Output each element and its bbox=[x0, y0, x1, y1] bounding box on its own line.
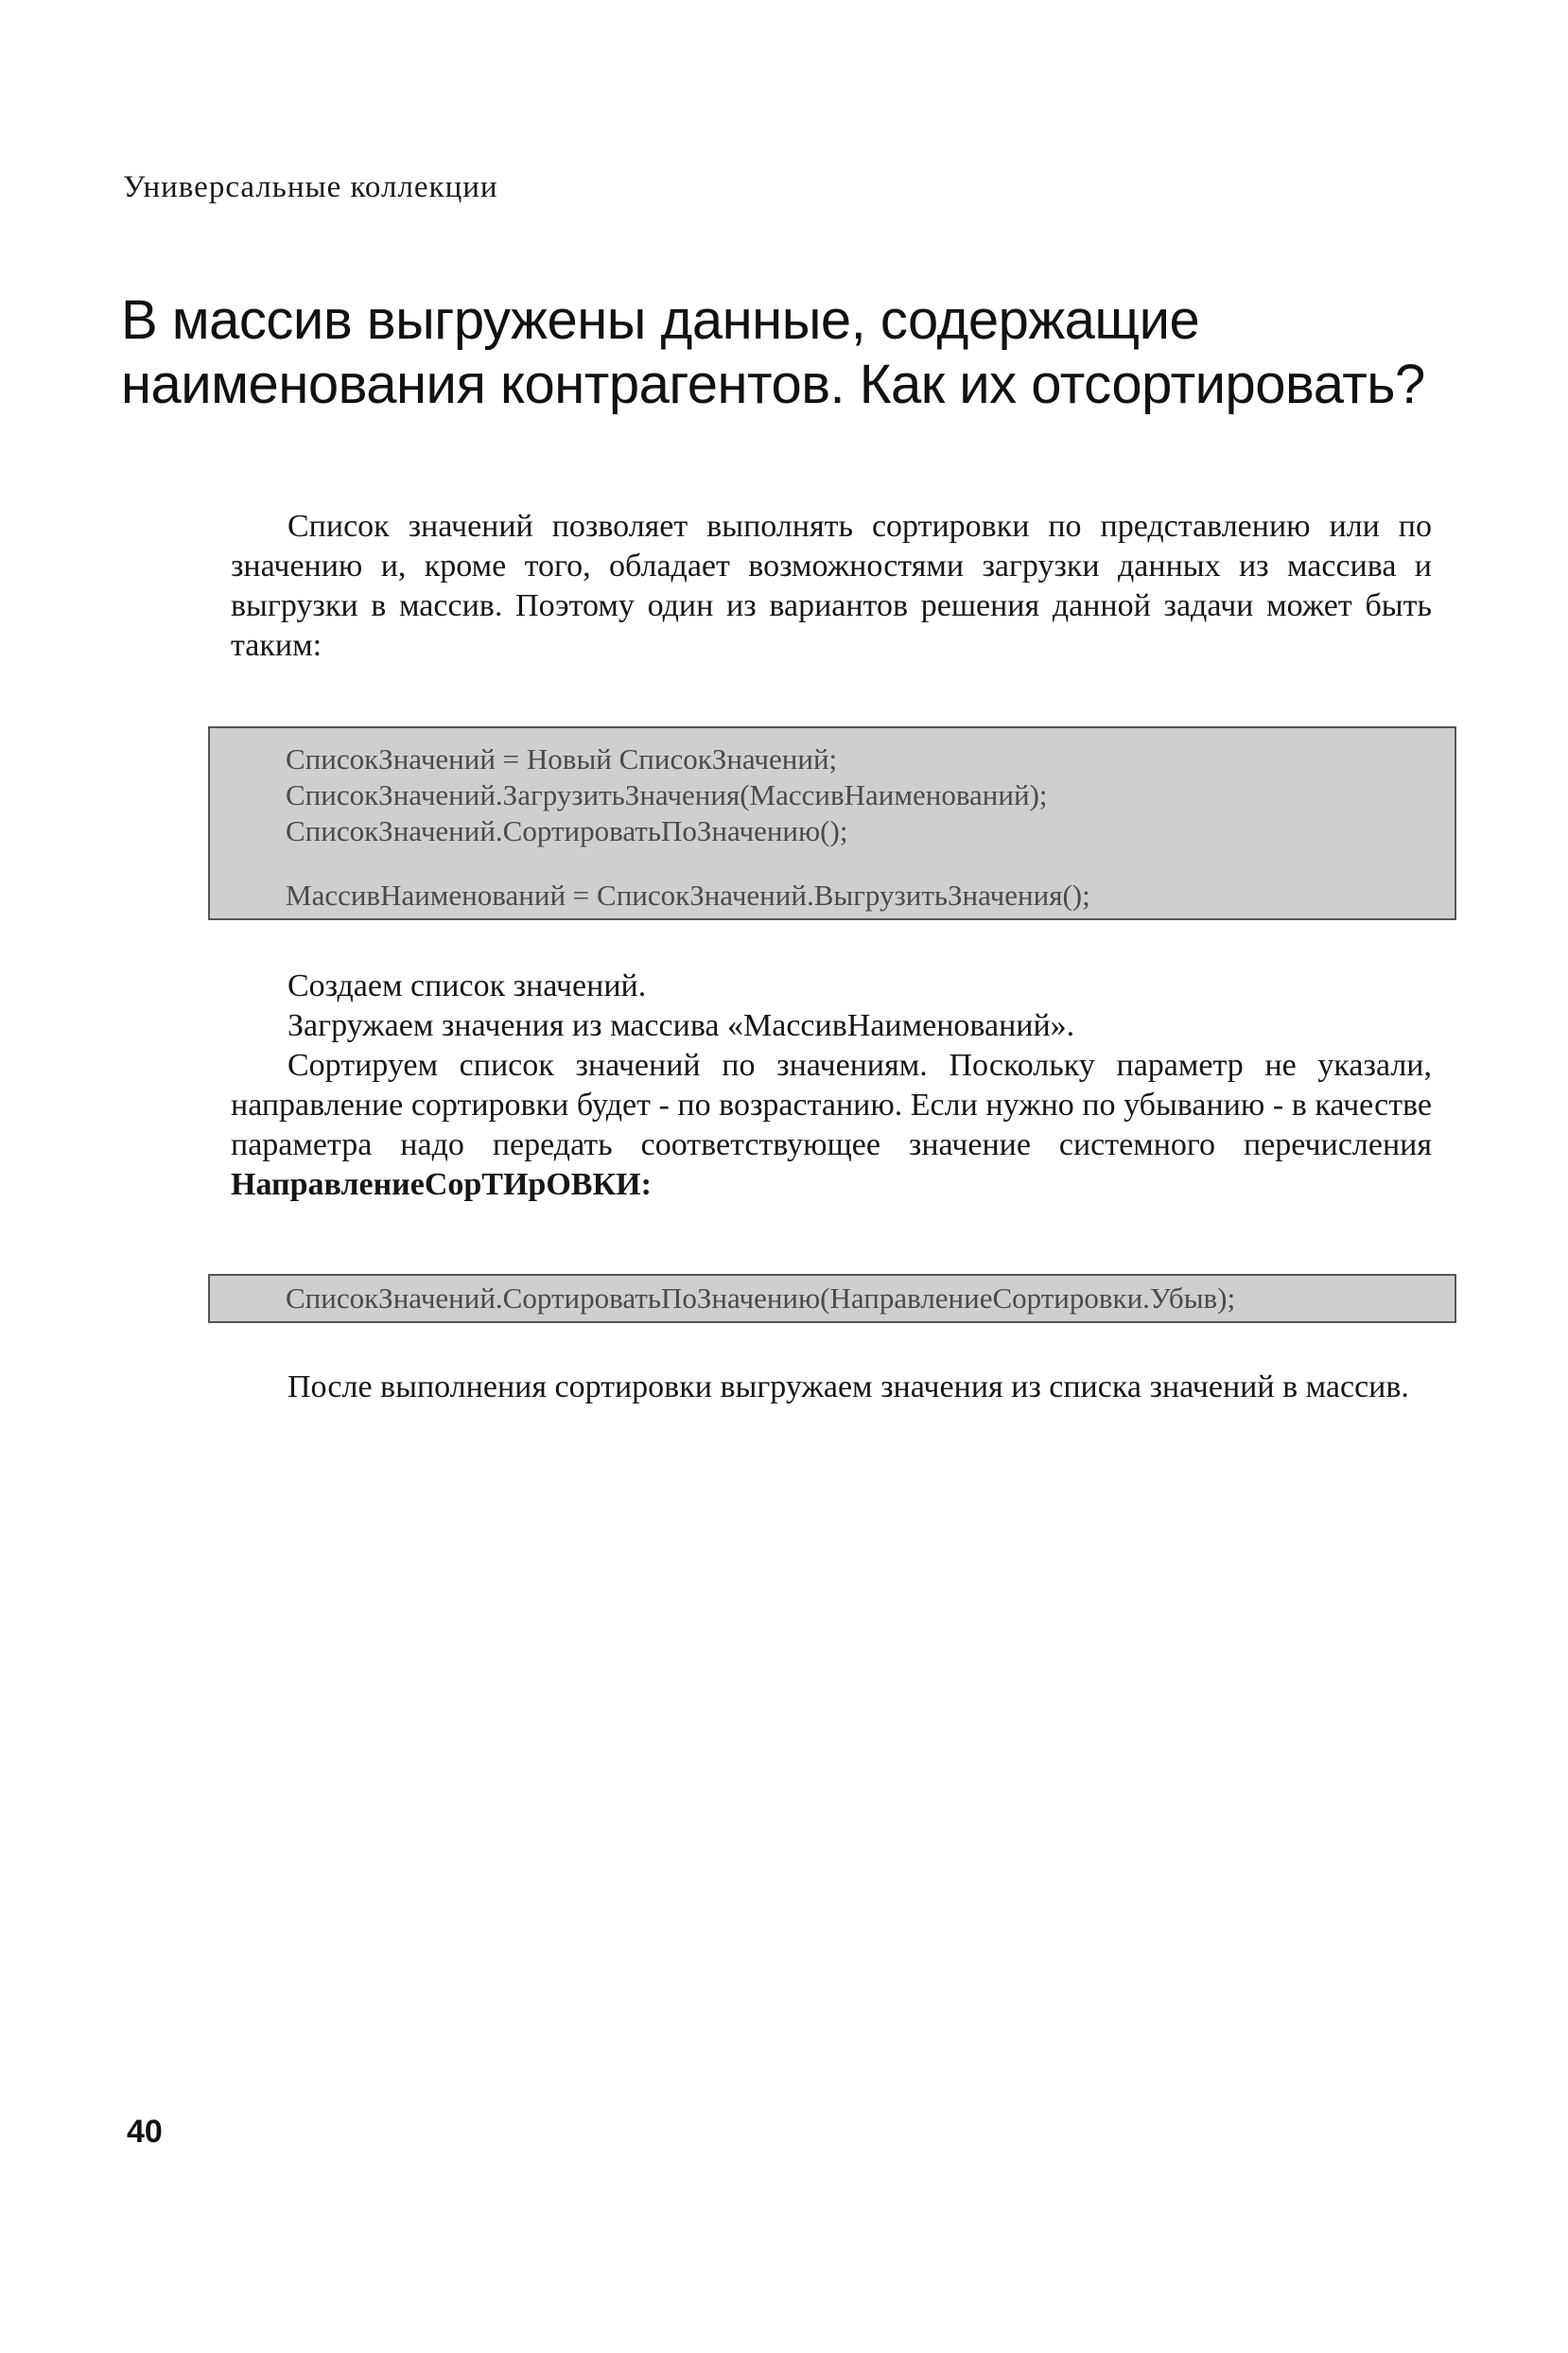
section-title: В массив выгружены данные, содержащие наименования контрагентов. Как их отсортировать? bbox=[121, 289, 1425, 415]
running-header: Универсальные коллекции bbox=[123, 170, 498, 204]
closing-paragraph: После выполнения сортировки выгружаем значения из списка значений в массив. bbox=[287, 1369, 1409, 1404]
code-line: СписокЗначений.СортироватьПоЗначению(); bbox=[286, 814, 848, 847]
explanation-paragraph: Создаем список значений. bbox=[287, 968, 647, 1003]
explanation-paragraph bbox=[231, 1046, 1432, 1205]
code-spacer bbox=[286, 849, 1455, 878]
code-block-sort-desc bbox=[208, 1274, 1456, 1323]
code-line: СписокЗначений = Новый СписокЗначений; bbox=[286, 742, 838, 776]
enum-term: НаправлениеСорТИрОВКИ: bbox=[231, 1167, 652, 1202]
page-number: 40 bbox=[127, 2114, 163, 2150]
code-line: СписокЗначений.ЗагрузитьЗначения(МассивНаименований); bbox=[286, 778, 1048, 811]
code-block-load-sort bbox=[208, 726, 1456, 920]
explanation-text: Сортируем список значений по значениям. Поскольку параметр не указали, направление сортировки будет - по возрастанию. Если нужно по убыванию - в качестве параметра надо передать соответствующее значение системного перечисления bbox=[231, 1048, 1432, 1162]
explanation-section bbox=[231, 967, 1432, 1205]
explanation-paragraph: Загружаем значения из массива «МассивНаименований». bbox=[287, 1008, 1075, 1043]
code-line: СписокЗначений.СортироватьПоЗначению(НаправлениеСортировки.Убыв); bbox=[286, 1281, 1236, 1315]
intro-paragraph: Список значений позволяет выполнять сортировки по представлению или по значению и, кроме того, обладает возможностями загрузки данных из массива и выгрузки в массив. Поэтому один из вариантов решения данной задачи может быть таким: bbox=[231, 509, 1432, 663]
code-line: МассивНаименований = СписокЗначений.ВыгрузитьЗначения(); bbox=[286, 879, 1090, 912]
